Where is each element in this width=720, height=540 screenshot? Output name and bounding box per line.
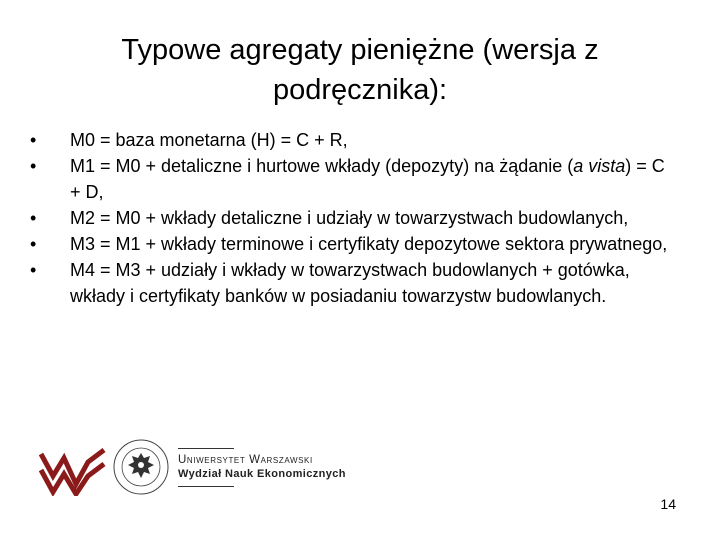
list-item bbox=[30, 231, 670, 257]
bullet-icon: • bbox=[30, 130, 37, 150]
page-number: 14 bbox=[660, 496, 676, 512]
bullet-icon: • bbox=[30, 208, 37, 228]
faculty-name: Wydział Nauk Ekonomicznych bbox=[178, 468, 346, 480]
bullet-text-italic: a vista bbox=[573, 156, 626, 176]
list-item bbox=[30, 153, 670, 205]
bullet-icon: • bbox=[30, 234, 37, 254]
list-item bbox=[30, 127, 670, 153]
bullet-text: M0 = baza monetarna (H) = C + R, bbox=[70, 130, 348, 150]
divider bbox=[178, 448, 234, 449]
bullet-list bbox=[30, 127, 670, 309]
bullet-text: M1 = M0 + detaliczne i hurtowe wkłady (depozyty) na żądanie ( bbox=[70, 156, 574, 176]
list-item bbox=[30, 205, 670, 231]
bullet-icon: • bbox=[30, 260, 37, 280]
university-name: Uniwersytet Warszawski bbox=[178, 454, 313, 466]
university-branding bbox=[178, 448, 358, 487]
slide-title: Typowe agregaty pieniężne (wersja z podręcznika): bbox=[121, 34, 599, 106]
bullet-text: ) = C + D, bbox=[70, 156, 665, 202]
university-seal-icon bbox=[112, 438, 170, 496]
list-item bbox=[30, 257, 670, 309]
bullet-text: M4 = M3 + udziały i wkłady w towarzystwach budowlanych + gotówka, wkłady i certyfikaty banków w posiadaniu towarzystw budowlanych. bbox=[70, 260, 630, 306]
bullet-icon: • bbox=[30, 156, 37, 176]
faculty-logo-icon bbox=[38, 446, 108, 496]
divider bbox=[178, 486, 234, 487]
bullet-text: M3 = M1 + wkłady terminowe i certyfikaty depozytowe sektora prywatnego, bbox=[70, 234, 668, 254]
bullet-text: M2 = M0 + wkłady detaliczne i udziały w towarzystwach budowlanych, bbox=[70, 208, 629, 228]
